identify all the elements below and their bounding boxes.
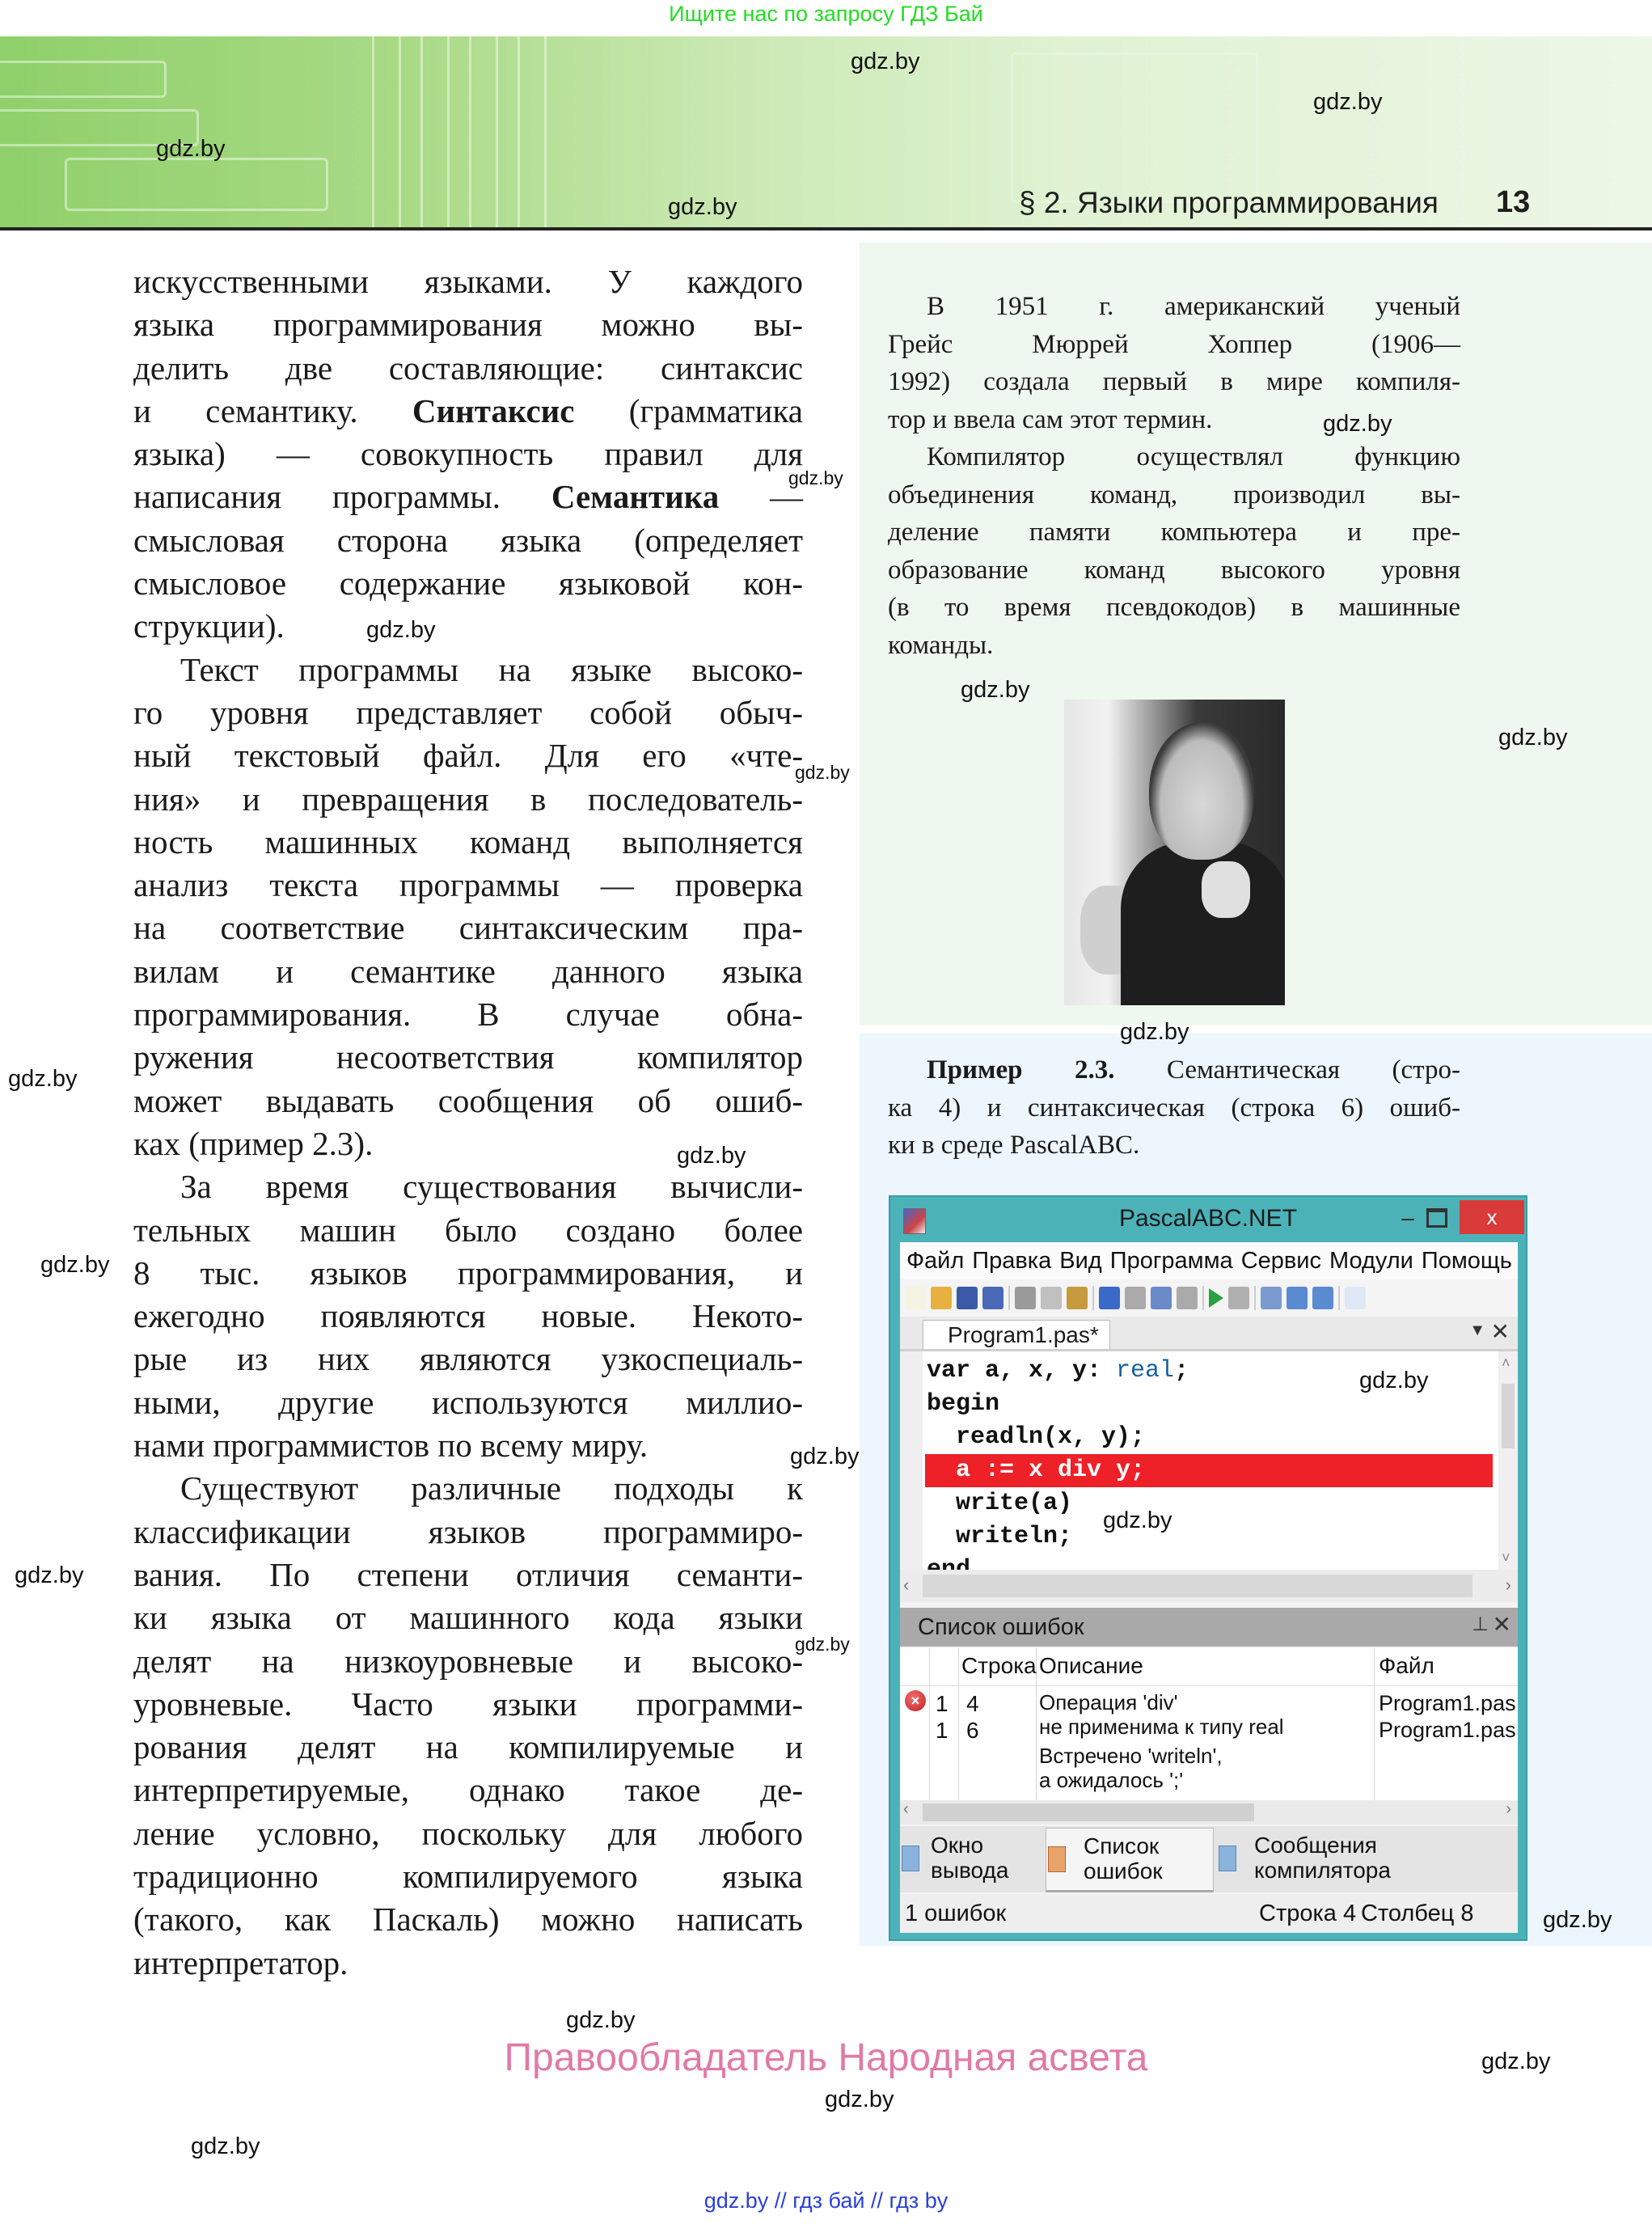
example-caption [888,1051,1460,1165]
text-line: Пример 2.3. Семантическая (стро- [927,1055,1460,1085]
watermark: gdz.by [1498,725,1568,750]
text-line: смысловая сторона языка (определяет [133,521,803,559]
text-line: 8 тыс. языков программирования, и [133,1254,803,1292]
footer-links[interactable]: gdz.by // гдз бай // гдз by [703,2188,949,2213]
editor-horizontal-scrollbar[interactable] [900,1570,1518,1602]
text-line: (в то время псевдокодов) в машинные [888,593,1460,622]
menu-item[interactable]: Модули [1329,1247,1413,1274]
text-line: может выдавать сообщения об ошиб- [133,1081,803,1119]
menu-item[interactable]: Помощь [1421,1247,1512,1274]
text-line: Текст программы на языке высоко- [180,650,803,688]
text-line: классификации языков программиро- [133,1512,803,1550]
text-line: ный текстовый файл. Для его «чте- [133,737,803,775]
save-icon[interactable] [957,1287,978,1309]
find-icon[interactable] [1151,1287,1172,1309]
watermark: gdz.by [961,677,1030,703]
error-list-table [900,1648,1518,1800]
text-line: искусственными языками. У каждого [133,263,803,300]
text-line: интерпретируемые, однако такое де- [133,1771,803,1809]
text-line: написания программы. Семантика — [133,478,803,516]
menu-bar [900,1242,1518,1279]
text-line: тор и ввела сам этот термин. [888,404,1213,434]
text-line: интерпретатор. [133,1943,349,1981]
text-line: языка) — совокупность правил для [133,435,803,473]
running-head: § 2. Языки программирования [1019,186,1439,219]
code-line[interactable]: begin [927,1390,1000,1418]
toolbar-separator [1338,1286,1340,1310]
output-window-icon[interactable] [1345,1287,1366,1309]
error-list-title: Список ошибок [918,1614,1084,1640]
text-line: вилам и семантике данного языка [133,952,803,990]
text-line: делить две составляющие: синтаксис [133,349,803,387]
scroll-left-icon[interactable]: ‹ [903,1800,909,1818]
watermark: gdz.by [795,762,850,783]
paragraph [133,1165,803,1467]
text-line: традиционно компилируемого языка [133,1857,803,1895]
text-line: ки языка от машинного кода языки [133,1599,803,1637]
paragraph [133,649,803,1166]
cut-icon[interactable] [1015,1287,1036,1309]
circuit-trace [372,36,401,227]
watermark: gdz.by [15,1562,84,1588]
redo-icon[interactable] [1125,1287,1146,1309]
error-icon: × [905,1690,926,1711]
text-line: Компилятор осуществлял функцию [927,442,1460,471]
column-header-description[interactable]: Описание [1039,1653,1143,1678]
text-line: деление памяти компьютера и пре- [888,518,1460,547]
copy-icon[interactable] [1041,1287,1062,1309]
paragraph [133,1467,803,1985]
grace-hopper-photo [1064,700,1285,1005]
text-line: нами программистов по всему миру. [133,1427,649,1465]
text-line: программирования. В случае обна- [133,996,803,1034]
scroll-down-icon[interactable]: ˅ [1502,1550,1510,1566]
close-button[interactable]: x [1460,1200,1524,1234]
text-line: смысловое содержание языковой кон- [133,564,803,603]
menu-item[interactable]: Правка [972,1247,1052,1274]
watermark: gdz.by [1103,1507,1172,1533]
text-line: вания. По степени отличия семанти- [133,1555,803,1593]
text-line: делят на низкоуровневые и высоко- [133,1642,803,1680]
watermark: gdz.by [851,49,920,74]
error-row-1-num: 1 [936,1691,949,1716]
run-icon[interactable] [1209,1288,1223,1308]
open-folder-icon[interactable] [931,1287,952,1309]
watermark: gdz.by [677,1143,746,1169]
header-divider [0,227,1652,230]
text-line: и семантику. Синтаксис (грамматика [133,391,803,429]
status-bar [900,1894,1518,1933]
watermark: gdz.by [825,2087,894,2112]
toolbar-separator [1092,1286,1094,1310]
text-line: ность машинных команд выполняется [133,822,803,860]
scroll-right-icon[interactable]: › [1505,1575,1511,1595]
error-row-1-file: Program1.pas [1379,1691,1516,1715]
new-file-icon[interactable] [905,1287,926,1309]
save-all-icon[interactable] [982,1287,1003,1309]
top-search-hint[interactable]: Ищите нас по запросу ГДЗ Бай [669,2,983,26]
paste-icon[interactable] [1067,1287,1088,1309]
menu-item[interactable]: Программа [1109,1247,1233,1274]
code-line[interactable]: writeln; [927,1523,1073,1550]
scroll-right-icon[interactable]: › [1506,1800,1511,1818]
watermark: gdz.by [1359,1368,1429,1393]
error-row-2-file: Program1.pas [1379,1718,1516,1742]
circuit-trace [1011,53,1258,203]
replace-icon[interactable] [1177,1287,1198,1309]
toolbar [900,1279,1518,1317]
code-line[interactable]: write(a) [927,1490,1073,1517]
text-line: 1992) создала первый в мире компиля- [888,367,1460,396]
text-line: ках (пример 2.3). [133,1124,374,1162]
watermark: gdz.by [191,2133,260,2159]
stop-icon[interactable] [1228,1287,1249,1309]
watermark: gdz.by [8,1066,78,1092]
editor-gutter [900,1351,923,1570]
editor-tab-bar [900,1317,1518,1351]
page-number: 13 [1496,185,1531,219]
tab-output-window[interactable]: Окно вывода [900,1828,1042,1889]
menu-item[interactable]: Вид [1059,1247,1102,1274]
text-line: рования делят на компилируемые и [133,1728,803,1766]
error-list-header [900,1608,1518,1647]
text-line: тельных машин было создано более [133,1211,803,1249]
watermark: gdz.by [1481,2049,1551,2074]
note-paragraph [888,438,1460,664]
menu-item[interactable]: Сервис [1240,1247,1321,1274]
step-over-icon[interactable] [1312,1287,1333,1309]
tab-error-list[interactable]: Список ошибок [1046,1828,1214,1892]
code-line[interactable]: var a, x, y: real; [927,1357,1189,1385]
status-error-count: 1 ошибок [905,1901,1007,1926]
text-line: Грейс Мюррей Хоппер (1906— [888,329,1460,359]
watermark: gdz.by [790,1444,860,1469]
error-row-2-line: 6 [966,1718,979,1743]
toolbar-separator [1202,1286,1204,1310]
error-row-2-description[interactable]: Встречено 'writeln', а ожидалось ';' [1039,1744,1223,1792]
text-line: В 1951 г. американский ученый [927,292,1460,321]
editor-vertical-scrollbar[interactable] [1498,1351,1518,1570]
error-row-1-line: 4 [966,1691,979,1716]
text-line: За время существования вычисли- [180,1168,803,1206]
text-line: объединения команд, производил вы- [888,480,1460,509]
watermark: gdz.by [566,2007,636,2033]
circuit-trace [420,36,450,227]
status-column: Столбец 8 [1361,1901,1474,1926]
text-line: го уровня представляет собой обыч- [133,693,803,731]
watermark: gdz.by [668,194,737,220]
tab-close-icon[interactable]: ✕ [1490,1319,1510,1344]
example-label: Пример 2.3. [927,1055,1115,1085]
column-header-file[interactable]: Файл [1379,1653,1434,1678]
toolbar-separator [1008,1286,1010,1310]
pascalabc-window [889,1195,1527,1941]
watermark: gdz.by [156,136,226,162]
main-text-column [133,260,803,1985]
circuit-trace [65,158,328,211]
text-line: языка программирования можно вы- [133,306,803,344]
window-title: PascalABC.NET [1118,1205,1298,1232]
text-line: образование команд высокого уровня [888,555,1460,585]
text-line: ление условно, поскольку для любого [133,1814,803,1852]
text-line: ежегодно появляются новые. Некото- [133,1297,803,1335]
bottom-panel-tabs [900,1826,1518,1892]
text-line: уровневые. Часто языки программи- [133,1685,803,1723]
window-client [900,1242,1518,1933]
watermark: gdz.by [366,617,436,643]
step-in-icon[interactable] [1287,1287,1308,1309]
watermark: gdz.by [1543,1907,1612,1933]
tab-list-dropdown-icon[interactable]: ▼ [1469,1321,1485,1339]
minimize-button[interactable]: – [1401,1205,1414,1230]
watermark: gdz.by [40,1252,110,1278]
code-line[interactable]: readln(x, y); [927,1423,1146,1451]
copyright-notice: Правообладатель Народная асвета [504,2036,1148,2079]
circuit-trace [518,36,547,227]
status-line: Строка 4 [1259,1901,1357,1926]
compiler-messages-icon [1219,1846,1236,1871]
error-list-icon [1048,1846,1066,1872]
error-list-scrollbar[interactable] [900,1800,1518,1824]
circuit-trace [0,61,167,98]
history-note-text [888,288,1460,664]
panel-close-icon[interactable]: ✕ [1492,1612,1511,1637]
column-header-line[interactable]: Строка [961,1653,1037,1678]
text-line: анализ текста программы — проверка [133,866,803,904]
undo-icon[interactable] [1099,1287,1120,1309]
text-line: (такого, как Паскаль) можно написать [133,1901,803,1939]
tab-program1[interactable]: Program1.pas* [923,1320,1110,1349]
menu-item[interactable]: Файл [906,1247,965,1274]
scroll-left-icon[interactable]: ‹ [903,1575,910,1595]
tab-compiler-messages[interactable]: Сообщения компилятора [1217,1828,1460,1889]
circuit-trace [469,36,498,227]
watermark: gdz.by [795,1634,850,1655]
text-line: на соответствие синтаксическим пра- [133,909,803,947]
error-row-2-num: 1 [936,1718,949,1743]
watermark: gdz.by [788,467,843,488]
text-line: ка 4) и синтаксическая (строка 6) ошиб- [888,1093,1460,1123]
debug-icon[interactable] [1261,1287,1282,1309]
text-line: Существуют различные подходы к [180,1469,803,1507]
watermark: gdz.by [1120,1019,1189,1045]
code-line-error[interactable]: a := x div y; [925,1454,1493,1487]
text-line: ружения несоответствия компилятор [133,1038,803,1076]
watermark: gdz.by [1323,411,1392,437]
text-line: ки в среде PascalABC. [888,1131,1140,1160]
window-titlebar[interactable] [890,1197,1526,1242]
text-line: струкции). [133,607,285,645]
text-line: ными, другие используются миллио- [133,1383,803,1421]
maximize-button[interactable] [1426,1208,1447,1228]
error-row-1-description[interactable]: Операция 'div' не применима к типу real [1039,1690,1284,1739]
text-line: ния» и превращения в последователь- [133,780,803,818]
output-window-icon [902,1846,919,1871]
scroll-up-icon[interactable]: ˄ [1502,1355,1510,1371]
watermark: gdz.by [1313,89,1383,115]
text-line: рые из них являются узкоспециаль- [133,1340,803,1378]
text-line: команды. [888,630,994,660]
paragraph [133,260,803,649]
pin-icon[interactable]: ⊥ [1472,1613,1489,1635]
toolbar-separator [1254,1286,1256,1310]
